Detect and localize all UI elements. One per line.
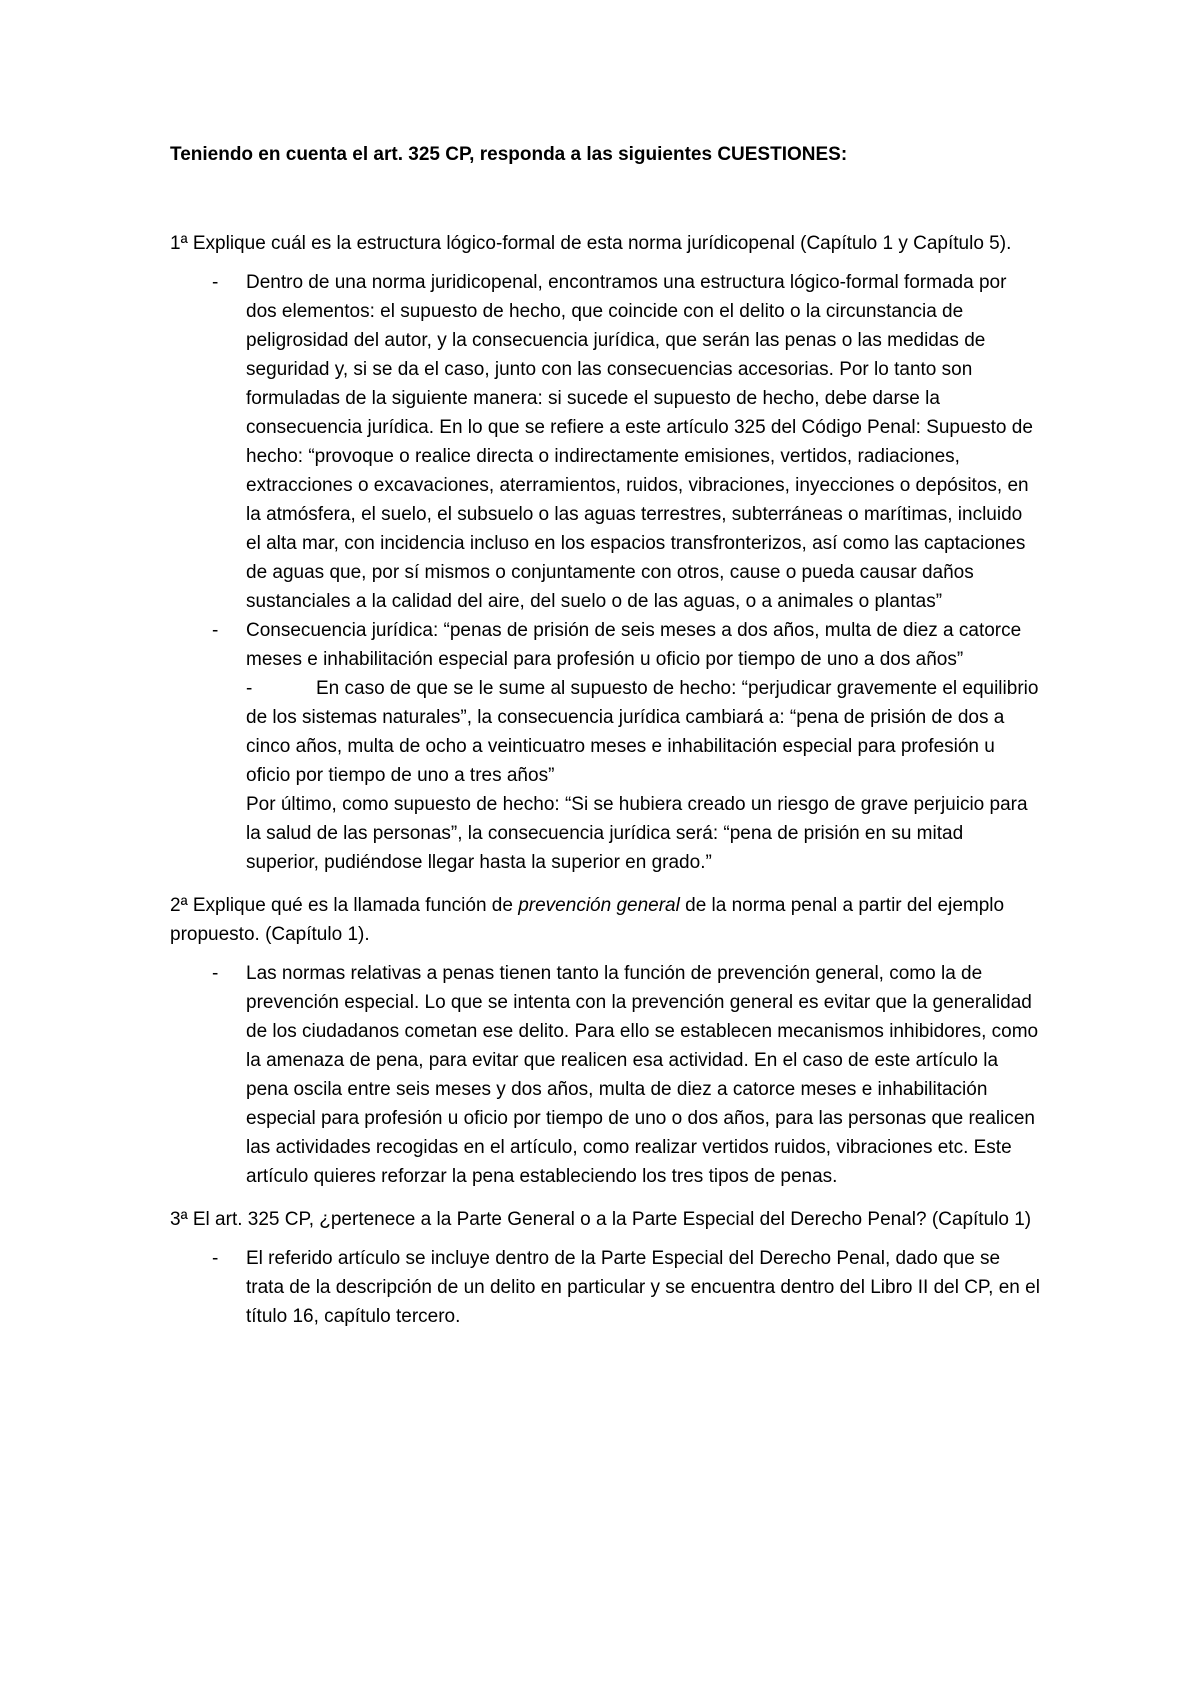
question-block-3 [170, 1205, 1040, 1331]
answer-text: El referido artículo se incluye dentro de la Parte Especial del Derecho Penal, dado que se trata de la descripción de un delito en particular y se encuentra dentro del Libro II del CP, en el título 16, capítulo tercero. [246, 1248, 1040, 1327]
answer-item [170, 268, 1040, 616]
answer-text: Las normas relativas a penas tienen tanto la función de prevención general, como la de prevención especial. Lo que se intenta con la prevención general es evitar que la generalidad de los ciudadanos cometan ese delito. Para ello se establecen mecanismos inhibidores, como la amenaza de pena, para evitar que realicen esa actividad. En el caso de este artículo la pena oscila entre seis meses y dos años, multa de diez a catorce meses e inhabilitación especial para profesión u oficio por tiempo de uno o dos años, para las personas que realicen las actividades recogidas en el artículo, como realizar vertidos ruidos, vibraciones etc. Este artículo quieres reforzar la pena estableciendo los tres tipos de penas. [246, 963, 1039, 1187]
list-dash: - [212, 1248, 219, 1269]
answer-item [170, 959, 1040, 1191]
document-page [170, 140, 1040, 1345]
answer-list-2 [170, 959, 1040, 1191]
question-2 [170, 891, 1040, 949]
question-1: 1ª Explique cuál es la estructura lógico-formal de esta norma jurídicopenal (Capítulo 1 y Capítulo 5). [170, 233, 1012, 254]
question-2-text-after: de la norma penal a partir del ejemplo propuesto. (Capítulo 1). [170, 895, 1005, 945]
question-block-1 [170, 229, 1040, 877]
answer-item [170, 616, 1040, 877]
question-2-text-before: 2ª Explique qué es la llamada función de [170, 895, 519, 916]
document-heading: Teniendo en cuenta el art. 325 CP, responda a las siguientes CUESTIONES: [170, 144, 848, 165]
answer-item [170, 1244, 1040, 1331]
question-block-2 [170, 891, 1040, 1191]
list-dash: - [212, 272, 219, 293]
answer-list-3 [170, 1244, 1040, 1331]
answer-text: Consecuencia jurídica: “penas de prisión de seis meses a dos años, multa de diez a catorce meses e inhabilitación especial para profesión u oficio por tiempo de uno a dos años” [246, 620, 1022, 670]
sub-answer-text: En caso de que se le sume al supuesto de hecho: “perjudicar gravemente el equilibrio de los sistemas naturales”, la consecuencia jurídica cambiará a: “pena de prisión de dos a cinco años, multa de ocho a veinticuatro meses e inhabilitación especial para profesión u oficio por tiempo de uno a tres años” [246, 678, 1039, 786]
list-dash: - [212, 963, 219, 984]
sub-list-dash: - [246, 678, 253, 699]
answer-list-1 [170, 268, 1040, 877]
closing-text: Por último, como supuesto de hecho: “Si se hubiera creado un riesgo de grave perjuicio para la salud de las personas”, la consecuencia jurídica será: “pena de prisión en su mitad superior, pudiéndose llegar hasta la superior en grado.” [246, 794, 1028, 873]
list-dash: - [212, 620, 219, 641]
question-3: 3ª El art. 325 CP, ¿pertenece a la Parte General o a la Parte Especial del Derecho Penal? (Capítulo 1) [170, 1209, 1032, 1230]
answer-text: Dentro de una norma juridicopenal, encontramos una estructura lógico-formal formada por dos elementos: el supuesto de hecho, que coincide con el delito o la circunstancia de peligrosidad del autor, y la consecuencia jurídica, que serán las penas o las medidas de seguridad y, si se da el caso, junto con las consecuencias accesorias. Por lo tanto son formuladas de la siguiente manera: si sucede el supuesto de hecho, debe darse la consecuencia jurídica. En lo que se refiere a este artículo 325 del Código Penal: Supuesto de hecho: “provoque o realice directa o indirectamente emisiones, vertidos, radiaciones, extracciones o excavaciones, aterramientos, ruidos, vibraciones, inyecciones o depósitos, en la atmósfera, el suelo, el subsuelo o las aguas terrestres, subterráneas o marítimas, incluido el alta mar, con incidencia incluso en los espacios transfronterizos, así como las captaciones de aguas que, por sí mismos o conjuntamente con otros, cause o pueda causar daños sustanciales a la calidad del aire, del suelo o de las aguas, o a animales o plantas” [246, 272, 1033, 612]
question-2-italic-term: prevención general [518, 895, 680, 916]
sub-answer [246, 674, 1040, 790]
